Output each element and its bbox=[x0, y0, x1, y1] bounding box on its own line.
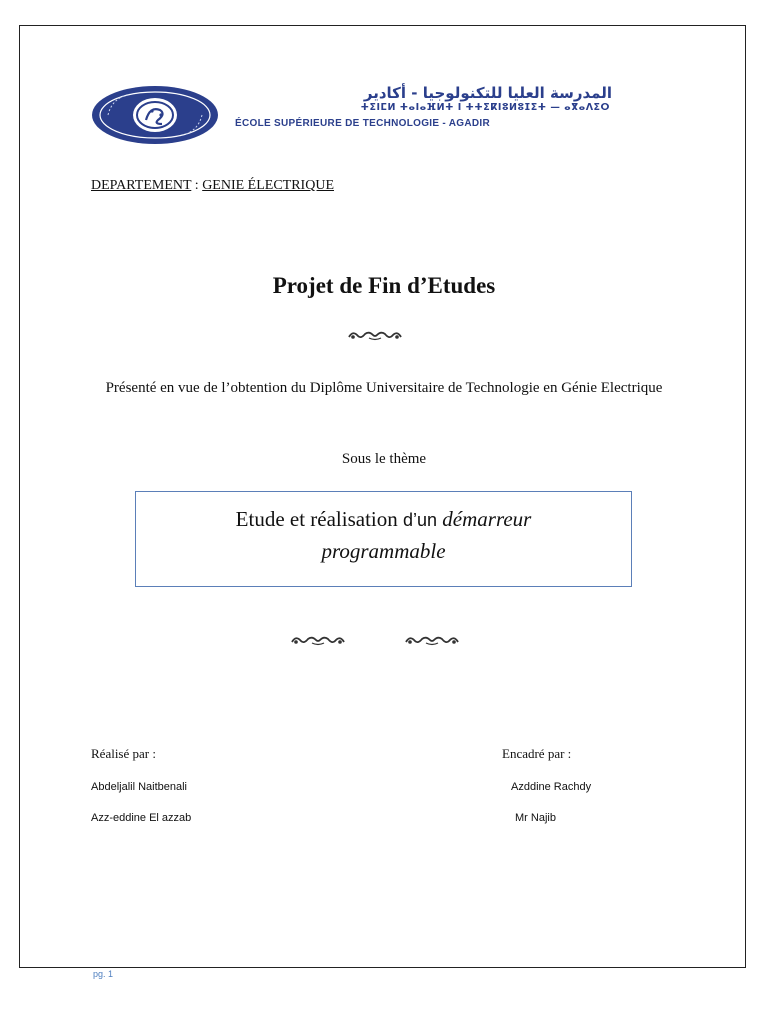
author-name: Azz-eddine El azzab bbox=[91, 812, 192, 824]
theme-text-part3: démarreur bbox=[437, 507, 532, 531]
supervisor-name: Mr Najib bbox=[515, 812, 556, 824]
theme-text-part2: d’un bbox=[403, 510, 438, 530]
supervisors-label: Encadré par : bbox=[502, 746, 572, 761]
author-name: Abdeljalil Naitbenali bbox=[91, 781, 188, 793]
theme-text-part4: programmable bbox=[321, 539, 446, 563]
ornament-left-icon bbox=[290, 633, 346, 647]
department-label: DEPARTEMENT bbox=[91, 178, 192, 193]
school-name-french: ÉCOLE SUPÉRIEURE DE TECHNOLOGIE - AGADIR bbox=[235, 118, 490, 129]
school-seal-icon bbox=[90, 84, 220, 146]
school-name-block bbox=[235, 84, 612, 134]
ornament-divider-icon bbox=[347, 328, 403, 342]
department-line bbox=[91, 178, 334, 194]
authors-label: Réalisé par : bbox=[91, 746, 156, 761]
supervisor-name: Azddine Rachdy bbox=[511, 781, 592, 793]
theme-box bbox=[135, 491, 632, 587]
page-number: pg. 1 bbox=[93, 969, 114, 979]
department-separator: : bbox=[191, 178, 203, 193]
document-title: Projet de Fin d’Etudes bbox=[272, 273, 496, 298]
school-name-tifinagh: ⵜⵉⵏⵎⵍ ⵜⴰⵏⴰⴼⵍⵜ ⵏ ⵜⵜⵉⴽⵏⵓⵍⵓⵊⵉⵜ — ⴰⴳⴰⴷⵉⵔ bbox=[360, 102, 610, 113]
ornament-right-icon bbox=[404, 633, 460, 647]
department-value: GENIE ÉLECTRIQUE bbox=[202, 178, 334, 193]
document-subtitle: Présenté en vue de l’obtention du Diplôme Universitaire de Technologie en Génie Electrique bbox=[105, 380, 663, 396]
theme-label: Sous le thème bbox=[341, 451, 427, 467]
school-logo bbox=[90, 82, 612, 134]
school-name-arabic: المدرسة العليا للتكنولوجيا - أكادير bbox=[363, 84, 612, 102]
theme-text-part1: Etude et réalisation bbox=[235, 507, 404, 531]
